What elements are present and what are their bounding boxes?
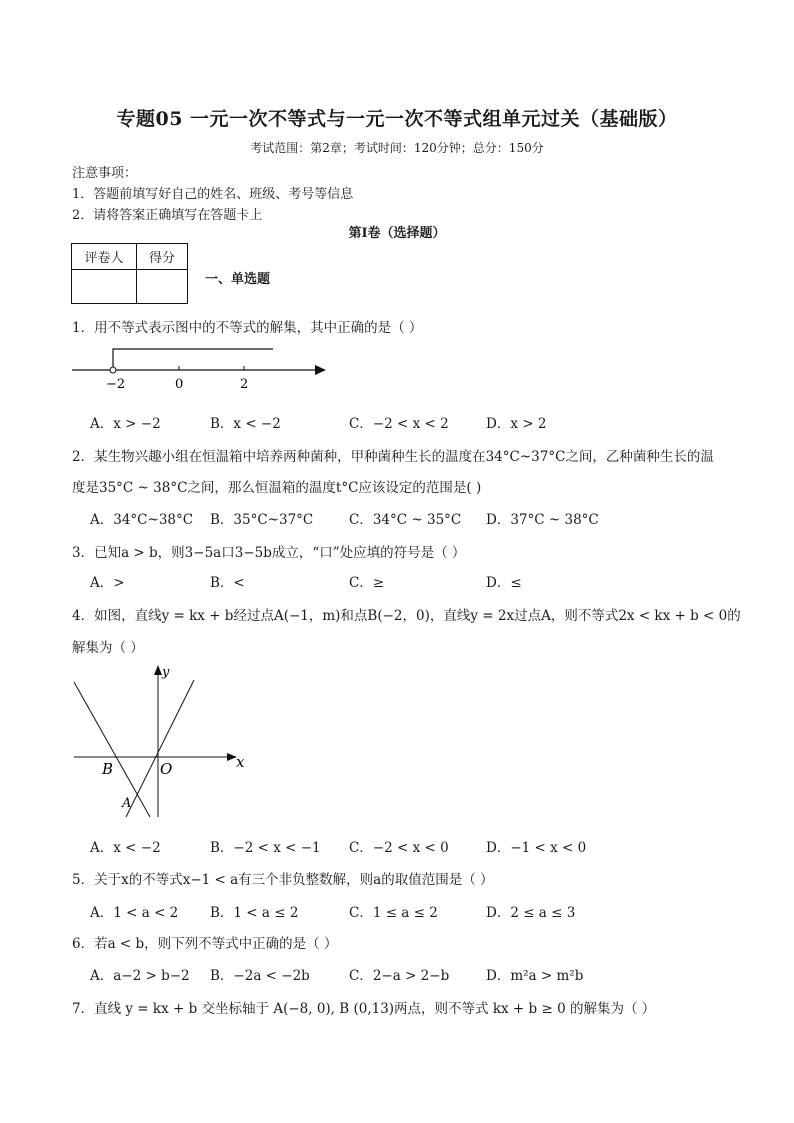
q5-option-c[interactable]: C．1 ≤ a ≤ 2 [349, 905, 438, 921]
label-2: 2 [240, 377, 249, 392]
solution-bracket [113, 349, 273, 370]
q1-option-d[interactable]: D．x > 2 [486, 416, 547, 432]
q3-option-a[interactable]: A．> [90, 575, 125, 591]
q4-option-b[interactable]: B．−2 < x < −1 [210, 840, 321, 856]
y-axis-label: y [162, 665, 170, 680]
question-6-stem: 6．若a < b，则下列不等式中正确的是（ ） [72, 936, 338, 952]
question-4-stem-line1: 4．如图，直线y = kx + b经过点A(−1，m)和点B(−2，0)，直线y = 2x过点A，则不等式2x < kx + b < 0的 [72, 608, 741, 624]
document-title: 专题05 一元一次不等式与一元一次不等式组单元过关（基础版） [116, 108, 678, 130]
section-title: 第I卷（选择题） [348, 226, 446, 241]
q2-option-b[interactable]: B．35°C~37°C [210, 512, 314, 528]
q1-option-c[interactable]: C．−2 < x < 2 [349, 416, 449, 432]
question-4-stem-line2: 解集为（ ） [72, 640, 144, 656]
q5-option-a[interactable]: A．1 < a < 2 [90, 905, 179, 921]
q4-option-d[interactable]: D．−1 < x < 0 [486, 840, 587, 856]
notes-item-2: 2．请将答案正确填写在答题卡上 [72, 208, 263, 223]
part-title: 一、单选题 [205, 272, 271, 287]
question-5-stem: 5．关于x的不等式x−1 < a有三个非负整数解，则a的取值范围是（ ） [72, 872, 494, 888]
q5-option-d[interactable]: D．2 ≤ a ≤ 3 [486, 905, 576, 921]
q2-option-c[interactable]: C．34°C ~ 35°C [349, 512, 462, 528]
q5-option-b[interactable]: B．1 < a ≤ 2 [210, 905, 299, 921]
score-table-header-score: 得分 [137, 244, 188, 270]
question-2-stem-line1: 2．某生物兴趣小组在恒温箱中培养两种菌种，甲种菌种生长的温度在34°C~37°C之间，乙种菌种生长的温 [72, 449, 714, 465]
line-y-kx-b [74, 682, 150, 817]
q2-option-a[interactable]: A．34°C~38°C [90, 512, 194, 528]
open-circle-icon [110, 367, 116, 373]
q1-option-b[interactable]: B．x < −2 [210, 416, 281, 432]
number-line-figure [68, 343, 330, 393]
exam-info: 考试范围：第2章；考试时间：120分钟；总分：150分 [250, 141, 544, 155]
notes-heading: 注意事项： [72, 166, 138, 181]
q3-option-c[interactable]: C．≥ [349, 575, 385, 591]
question-1-stem: 1．用不等式表示图中的不等式的解集，其中正确的是（ ） [72, 320, 423, 336]
point-b-label: B [102, 760, 114, 778]
number-line-arrow-icon [315, 365, 326, 375]
question-3-stem: 3．已知a > b，则3−5a口3−5b成立，“口”处应填的符号是（ ） [72, 545, 466, 561]
q3-option-b[interactable]: B．< [210, 575, 245, 591]
label-0: 0 [175, 377, 184, 392]
q6-option-b[interactable]: B．−2a < −2b [210, 968, 310, 984]
label-neg2: −2 [106, 377, 126, 392]
score-table-header-grader: 评卷人 [72, 244, 137, 270]
score-table [71, 243, 188, 304]
q6-option-c[interactable]: C．2−a > 2−b [349, 968, 450, 984]
q1-option-a[interactable]: A．x > −2 [90, 416, 161, 432]
q3-option-d[interactable]: D．≤ [486, 575, 522, 591]
score-table-cell-score[interactable] [137, 270, 188, 304]
question-7-stem: 7．直线 y = kx + b 交坐标轴于 A(−8, 0), B (0,13)两点，则不等式 kx + b ≥ 0 的解集为（ ） [72, 1001, 656, 1017]
q4-option-c[interactable]: C．−2 < x < 0 [349, 840, 449, 856]
q4-option-a[interactable]: A．x < −2 [90, 840, 161, 856]
origin-label: O [160, 760, 173, 778]
x-axis-label: x [236, 753, 245, 771]
coordinate-graph [70, 662, 250, 822]
score-table-cell-grader[interactable] [72, 270, 137, 304]
q2-option-d[interactable]: D．37°C ~ 38°C [486, 512, 599, 528]
y-axis-arrow-icon [154, 665, 162, 675]
line-y-2x [126, 680, 194, 817]
notes-item-1: 1．答题前填写好自己的姓名、班级、考号等信息 [72, 187, 354, 202]
q6-option-a[interactable]: A．a−2 > b−2 [90, 968, 190, 984]
point-a-label: A [122, 796, 132, 811]
question-2-stem-line2: 度是35°C ~ 38°C之间，那么恒温箱的温度t°C应该设定的范围是( ) [72, 480, 482, 496]
q6-option-d[interactable]: D．m²a > m²b [486, 968, 584, 984]
